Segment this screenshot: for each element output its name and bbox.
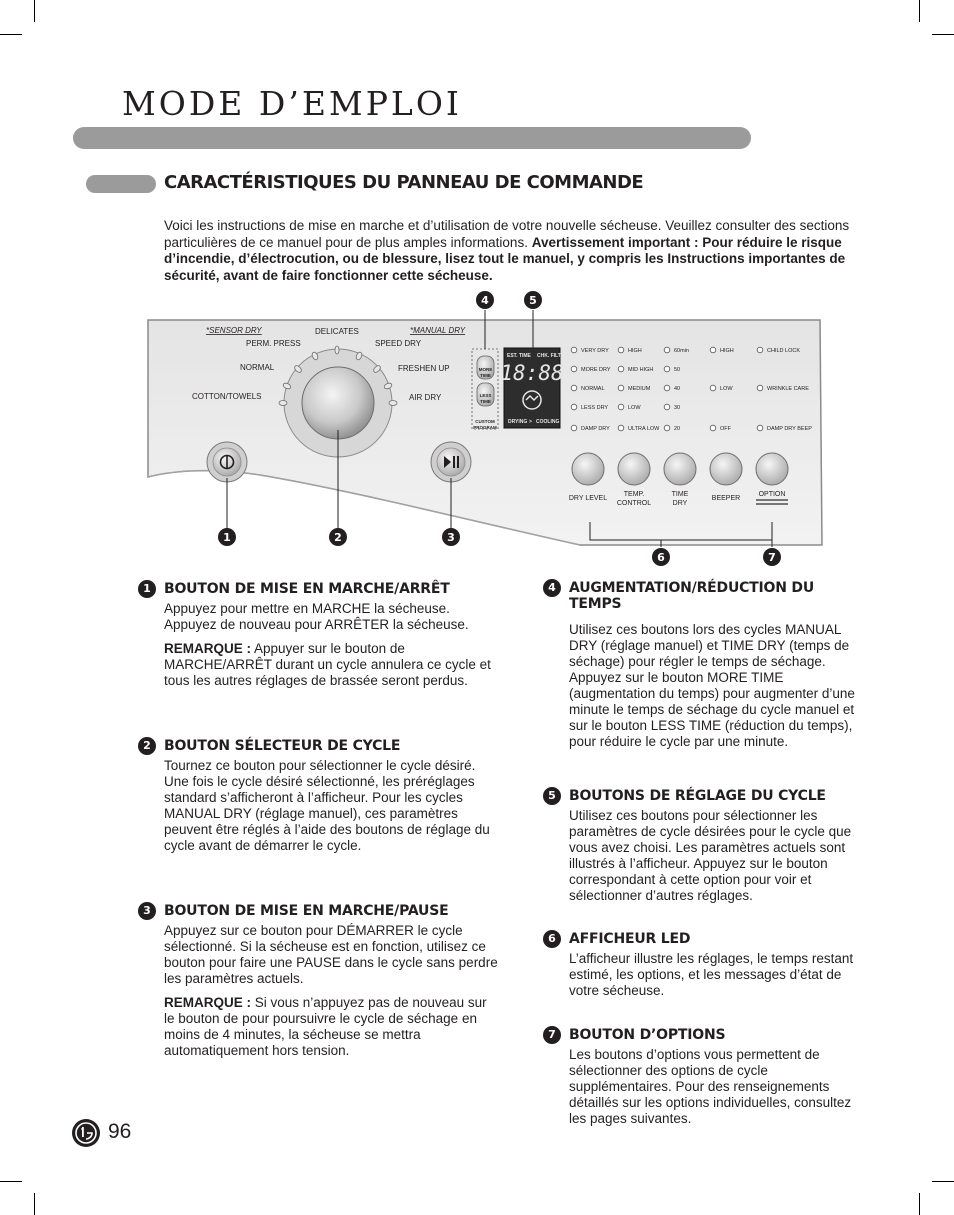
item-number-badge: 2	[138, 737, 156, 755]
cycle-dial-knob	[302, 367, 374, 439]
cycle-delicates: DELICATES	[315, 327, 359, 336]
item-number-badge: 4	[543, 579, 561, 597]
less-time-label: LESS	[479, 393, 492, 398]
option-led-label: 30	[674, 405, 681, 411]
setting-button	[618, 453, 650, 485]
option-led	[571, 425, 577, 431]
cycle-freshen-up: FRESHEN UP	[398, 364, 450, 373]
item-number-badge: 3	[138, 902, 156, 920]
item-title: BOUTON DE MISE EN MARCHE/PAUSE	[164, 903, 449, 919]
option-led	[664, 404, 670, 410]
custom-program-label: CUSTOM	[475, 419, 495, 424]
setting-button	[756, 453, 788, 485]
option-led-label: LOW	[628, 405, 641, 411]
option-led-label: 60min	[674, 348, 689, 354]
option-led-label: CHILD LOCK	[767, 348, 801, 354]
option-led-label: 20	[674, 426, 681, 432]
crop-mark	[34, 1193, 35, 1215]
item-cycle-heading	[143, 738, 499, 754]
option-led-label: WRINKLE CARE	[767, 386, 809, 392]
note-label: REMARQUE :	[164, 995, 251, 1010]
option-led-label: VERY DRY	[581, 348, 609, 354]
callout-number: 7	[768, 551, 776, 564]
item-cycle-selector	[143, 738, 499, 862]
manual-dry-label: *MANUAL DRY	[410, 326, 466, 335]
less-time-label-2: TIME	[480, 399, 491, 404]
section-heading: CARACTÉRISTIQUES DU PANNEAU DE COMMANDE	[164, 172, 644, 193]
option-led	[664, 366, 670, 372]
crop-mark	[34, 0, 35, 22]
section-pill	[86, 175, 156, 193]
item-text: Appuyez pour mettre en MARCHE la sécheuse. Appuyez de nouveau pour ARRÊTER la sécheuse.	[164, 601, 469, 632]
item-number-badge: 5	[543, 787, 561, 805]
option-led-label: LOW	[720, 386, 733, 392]
lg-logo	[72, 1119, 100, 1147]
display-chk-filter: CHK. FILTER	[537, 353, 568, 359]
item-more-less-time	[548, 580, 869, 758]
option-led	[710, 347, 716, 353]
title-bar	[73, 127, 751, 149]
page-number: 96	[108, 1120, 132, 1143]
option-led-label: HIGH	[628, 348, 642, 354]
item-settings-heading	[548, 788, 869, 804]
callout-number: 3	[447, 531, 455, 544]
option-led	[664, 347, 670, 353]
display-drying: DRYING	[508, 419, 528, 425]
option-led-label: MORE DRY	[581, 367, 611, 373]
intro-warning: Avertissement important : Pour réduire le risque d’incendie, d’électrocution, ou de blessure, lisez tout le manuel, y compris les Instructions importantes de sécurité, avant de faire fonctionner cette sécheuse.	[164, 234, 846, 283]
crop-mark	[932, 1181, 954, 1182]
option-led	[757, 425, 763, 431]
option-led	[571, 366, 577, 372]
item-options-heading	[548, 1027, 869, 1043]
intro-text: Voici les instructions de mise en marche et d’utilisation de votre nouvelle sécheuse. Veuillez consulter des sections particulières de ce manuel pour de plus amples informations.	[164, 218, 850, 250]
option-led-label: DAMP DRY BEEP	[767, 426, 812, 432]
crop-mark	[0, 34, 22, 35]
item-title: BOUTON D’OPTIONS	[569, 1027, 726, 1043]
option-led	[710, 385, 716, 391]
item-text: Utilisez ces boutons pour sélectionner les paramètres de cycle désirées pour le cycle que vous avez choisi. Les paramètres actuels sont illustrés à l’afficheur. Appuyez sur le bouton correspondant à cette option pour voir et sélectionner d’autres réglages.	[569, 808, 852, 903]
beeper-label: BEEPER	[711, 495, 741, 502]
option-led	[618, 404, 624, 410]
option-led-label: MEDIUM	[628, 386, 651, 392]
time-dry-label-2: DRY	[672, 500, 688, 507]
item-number-badge: 7	[543, 1026, 561, 1044]
option-fine-print	[756, 503, 788, 505]
item-cycle-settings	[548, 788, 869, 912]
option-led	[710, 425, 716, 431]
dry-level-label: DRY LEVEL	[568, 495, 608, 502]
option-led	[664, 385, 670, 391]
intro-paragraph	[164, 218, 864, 284]
item-note	[164, 641, 499, 689]
led-display	[504, 348, 560, 428]
option-led	[618, 385, 624, 391]
note-text: Appuyer sur le bouton de MARCHE/ARRÊT durant un cycle annulera ce cycle et tous les autres réglages de brassée seront perdus.	[164, 641, 491, 688]
callout-number: 1	[223, 531, 231, 544]
option-led-label: NORMAL	[581, 386, 605, 392]
temp-label-2: CONTROL	[616, 500, 652, 507]
option-led-label: LESS DRY	[581, 405, 609, 411]
cycle-speed-dry: SPEED DRY	[375, 339, 422, 348]
item-text: Tournez ce bouton pour sélectionner le cycle désiré. Une fois le cycle désiré sélectionné, les préréglages standard s’afficheront à l’afficheur. Pour les cycles MANUAL DRY (réglage manuel), ces paramètres peuvent être réglés à l’aide des boutons de réglage du cycle avant de démarrer le cycle.	[164, 758, 490, 853]
option-led	[571, 404, 577, 410]
cycle-air-dry: AIR DRY	[409, 393, 442, 402]
control-panel-illustration	[0, 285, 954, 575]
option-led-label: MID HIGH	[628, 367, 654, 373]
option-led	[571, 385, 577, 391]
crop-mark	[0, 1181, 22, 1182]
item-power	[143, 581, 499, 697]
crop-mark	[919, 1193, 920, 1215]
temp-label: TEMP.	[623, 491, 645, 498]
display-digits: 18:88	[500, 361, 564, 385]
setting-button	[710, 453, 742, 485]
callout-number: 5	[529, 294, 537, 307]
option-led-label: HIGH	[720, 348, 734, 354]
item-text: Les boutons d’options vous permettent de sélectionner des options de cycle supplémentaires. Pour des renseignements détaillés sur les options individuelles, consultez les pages suivantes.	[569, 1047, 852, 1126]
callout-number: 4	[481, 294, 489, 307]
option-led	[757, 385, 763, 391]
setting-button	[572, 453, 604, 485]
item-led-heading	[548, 931, 869, 947]
option-led	[664, 425, 670, 431]
option-led	[618, 366, 624, 372]
display-arrow-icon: >	[529, 419, 532, 425]
item-number-badge: 1	[138, 580, 156, 598]
option-label: OPTION	[758, 491, 786, 498]
time-dry-label: TIME	[671, 491, 689, 498]
item-power-heading	[143, 581, 499, 597]
item-options	[548, 1027, 869, 1135]
page-title: MODE D’EMPLOI	[122, 84, 462, 123]
item-start-pause	[143, 903, 499, 1067]
cycle-perm-press: PERM. PRESS	[246, 339, 301, 348]
option-led	[618, 347, 624, 353]
item-title: BOUTONS DE RÉGLAGE DU CYCLE	[569, 788, 826, 804]
setting-button	[664, 453, 696, 485]
option-led	[757, 347, 763, 353]
item-text: L’afficheur illustre les réglages, le temps restant estimé, les options, et les messages d’état de votre sécheuse.	[569, 951, 854, 998]
option-led	[571, 347, 577, 353]
option-led-label: 40	[674, 386, 681, 392]
option-fine-print	[756, 499, 788, 501]
custom-program-label-2: PROGRAM	[473, 425, 497, 430]
callout-number: 2	[334, 531, 342, 544]
option-led-label: 50	[674, 367, 681, 373]
cycle-cotton-towels: COTTON/TOWELS	[192, 392, 262, 401]
item-title: BOUTON DE MISE EN MARCHE/ARRÊT	[164, 581, 450, 597]
option-led-label: OFF	[720, 426, 731, 432]
option-led	[618, 425, 624, 431]
item-text: Appuyez sur ce bouton pour DÉMARRER le cycle sélectionné. Si la sécheuse est en fonction, utilisez ce bouton pour faire une PAUSE dans le cycle sans perdre les paramètres actuels.	[164, 923, 498, 986]
option-led-label: DAMP DRY	[581, 426, 610, 432]
crop-mark	[919, 0, 920, 22]
item-time-heading	[548, 580, 869, 612]
display-est-time: EST. TIME	[507, 353, 531, 359]
callout-number: 6	[657, 551, 665, 564]
more-time-label-2: TIME	[480, 373, 491, 378]
option-led-label: ULTRA LOW	[628, 426, 660, 432]
more-time-label: MORE	[478, 367, 493, 372]
item-led-display	[548, 931, 869, 1007]
item-start-heading	[143, 903, 499, 919]
sensor-dry-label: *SENSOR DRY	[206, 326, 262, 335]
item-text: Utilisez ces boutons lors des cycles MANUAL DRY (réglage manuel) et TIME DRY (temps de séchage) pour régler le temps de séchage. Appuyez sur le bouton MORE TIME (augmentation du temps) pour augmenter d’une minute le temps de séchage du cycle manuel et sur le bouton LESS TIME (réduction du temps), pour réduire le cycle par une minute.	[569, 622, 855, 749]
item-number-badge: 6	[543, 930, 561, 948]
cycle-normal: NORMAL	[240, 363, 275, 372]
item-note	[164, 995, 499, 1059]
item-title: AFFICHEUR LED	[569, 931, 691, 947]
note-text: Si vous n’appuyez pas de nouveau sur le bouton de pour poursuivre le cycle de séchage en moins de 4 minutes, la sécheuse se mettra automatiquement hors tension.	[164, 995, 487, 1058]
crop-mark	[932, 34, 954, 35]
display-cooling: COOLING	[536, 419, 560, 425]
item-title: BOUTON SÉLECTEUR DE CYCLE	[164, 738, 401, 754]
item-title: AUGMENTATION/RÉDUCTION DU TEMPS	[569, 580, 815, 612]
note-label: REMARQUE :	[164, 641, 251, 656]
